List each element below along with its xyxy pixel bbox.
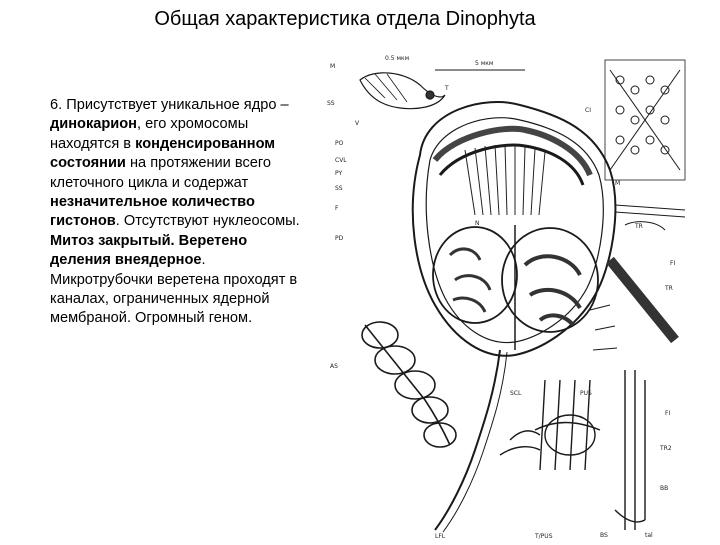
text-run: на протяжении всего клеточного цикла и содержат bbox=[50, 155, 272, 191]
text-run: , его хромосомы находятся в bbox=[50, 116, 249, 152]
transverse-flagellum-coils bbox=[362, 322, 456, 447]
figure-label: PO bbox=[335, 140, 344, 147]
figure-label: TR2 bbox=[660, 445, 672, 452]
cell-ultrastructure-figure bbox=[325, 50, 695, 540]
figure-label: TR bbox=[635, 223, 643, 230]
figure-label: V bbox=[355, 120, 360, 127]
bold-text-run: динокарион bbox=[50, 116, 137, 133]
figure-label: FI bbox=[665, 410, 671, 417]
figure-label: CVL bbox=[335, 157, 347, 164]
text-run: 6. Присутствует уникальное ядро – bbox=[50, 97, 289, 113]
figure-label: T/PUS bbox=[535, 533, 553, 540]
figure-label: tal bbox=[645, 532, 653, 539]
longitudinal-flagellum bbox=[435, 350, 500, 530]
text-run: . Микротрубочки веретена проходят в каналах, ограниченных ядерной мембраной. Огромный геном. bbox=[50, 252, 298, 327]
figure-label: 0.5 мкм bbox=[385, 55, 410, 62]
figure-label: AS bbox=[330, 363, 338, 370]
figure-label: TR bbox=[665, 285, 673, 292]
figure-label: T bbox=[445, 85, 449, 92]
figure-label: BS bbox=[600, 532, 608, 539]
figure-label: PY bbox=[335, 170, 343, 177]
bold-text-run: Митоз закрытый. Веретено деления внеядерное bbox=[50, 232, 248, 269]
figure-label: PUS bbox=[580, 390, 592, 397]
figure-label: FI bbox=[670, 260, 676, 267]
dinoflagellate-cell-diagram bbox=[325, 50, 695, 540]
figure-label: SS bbox=[335, 185, 343, 192]
figure-label: CI bbox=[585, 107, 591, 114]
figure-label: 5 мкм bbox=[475, 60, 494, 67]
bold-text-run: конденсированном состоянии bbox=[50, 135, 276, 172]
figure-label: SS bbox=[327, 100, 335, 107]
bold-text-run: незначительное количество гистонов bbox=[50, 194, 255, 230]
rod-structure bbox=[610, 260, 675, 340]
figure-label: M bbox=[615, 180, 621, 187]
body-paragraph bbox=[50, 96, 302, 329]
figure-label: SCL bbox=[510, 390, 522, 397]
figure-label: LFL bbox=[435, 533, 446, 540]
cell-outline bbox=[413, 102, 616, 356]
text-run: . Отсутствуют нуклеосомы. bbox=[115, 213, 300, 230]
flagellar-root-system bbox=[500, 370, 645, 530]
figure-label: F bbox=[335, 205, 339, 212]
slide-title: Общая характеристика отдела Dinophyta bbox=[154, 8, 536, 30]
figure-label: N bbox=[475, 220, 480, 227]
figure-label: BB bbox=[660, 485, 669, 492]
figure-label: M bbox=[330, 63, 336, 70]
figure-label: PD bbox=[335, 235, 344, 242]
inset-organism-sketch bbox=[360, 73, 445, 109]
